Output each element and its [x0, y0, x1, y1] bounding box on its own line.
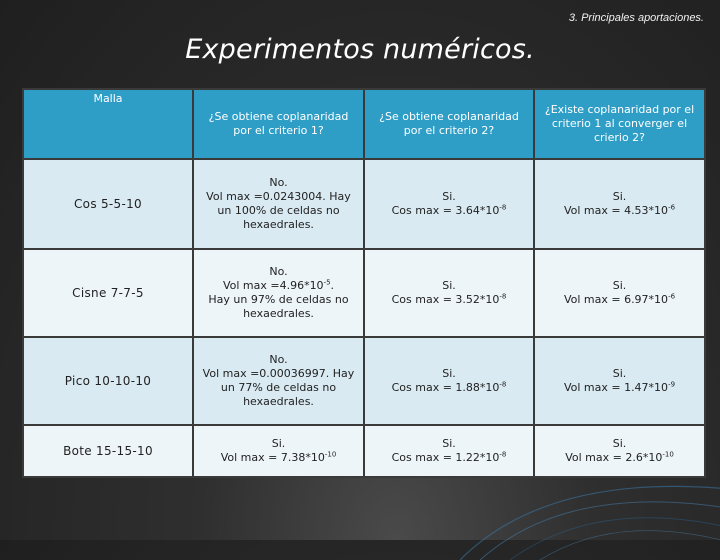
criterion-3-answer: Si. — [612, 279, 627, 292]
slide-title: Experimentos numéricos. — [185, 34, 535, 65]
criterion-3-answer: Si. — [612, 437, 627, 450]
header-malla: Malla — [23, 89, 193, 159]
table-header-row — [23, 89, 705, 159]
criterion-1-cell: No. Vol $\max =4.96*10^{-5}$. Hay un 97% de celdas no hexaedrales. — [193, 249, 364, 337]
criterion-3-answer: Si. — [612, 367, 627, 380]
criterion-1-cell — [193, 159, 364, 249]
mesh-name: Bote 15-15-10 — [23, 425, 193, 477]
header-criterion-1-after-2: ¿Existe coplanaridad por el criterio 1 al converger el crierio 2? — [534, 89, 705, 159]
criterion-2-cell — [364, 249, 534, 337]
criterion-3-value: Vol max = 2.6*10 — [565, 451, 663, 464]
criterion-2-cell — [364, 337, 534, 425]
criterion-3-exponent: -10 — [662, 450, 674, 459]
table-row — [23, 425, 705, 477]
criterion-1-value: Vol max =4.96*10 — [222, 279, 324, 292]
criterion-2-value: Cos max = 1.22*10 — [391, 451, 500, 464]
section-label: 3. Principales aportaciones. — [568, 12, 704, 24]
criterion-3-cell — [534, 425, 705, 477]
criterion-3-exponent: -6 — [668, 292, 676, 301]
criterion-2-value: Cos max = 3.64*10 — [391, 204, 500, 217]
criterion-1-cell — [193, 337, 364, 425]
table-row — [23, 337, 705, 425]
criterion-1-exponent: -10 — [324, 450, 337, 459]
criterion-1-detail: Vol max =0.0243004. Hay un 100% de celdas no hexaedrales. — [206, 190, 351, 231]
mesh-name: Cos 5-5-10 — [23, 159, 193, 249]
criterion-2-value: Cos max = 1.88*10 — [391, 381, 500, 394]
criterion-3-value: Vol max = 1.47*10 — [563, 381, 669, 394]
criterion-2-cell — [364, 425, 534, 477]
criterion-1-answer: No. — [269, 176, 288, 189]
criterion-2-cell — [364, 159, 534, 249]
results-table — [22, 88, 706, 478]
mesh-name: Pico 10-10-10 — [23, 337, 193, 425]
header-criterion-1: ¿Se obtiene coplanaridad por el criterio 1? — [193, 89, 364, 159]
criterion-3-cell — [534, 249, 705, 337]
criterion-2-exponent: -8 — [499, 292, 507, 301]
criterion-3-value: Vol max = 4.53*10 — [563, 204, 669, 217]
criterion-3-answer: Si. — [612, 190, 627, 203]
criterion-1-cell — [193, 425, 364, 477]
criterion-2-answer: Si. — [442, 367, 456, 380]
table-row — [23, 159, 705, 249]
header-criterion-2: ¿Se obtiene coplanaridad por el criterio 2? — [364, 89, 534, 159]
criterion-1-exponent: -5 — [323, 278, 331, 287]
criterion-3-value: Vol max = 6.97*10 — [563, 293, 669, 306]
criterion-2-exponent: -8 — [499, 203, 507, 212]
criterion-3-cell — [534, 159, 705, 249]
criterion-1-answer: No. — [269, 353, 288, 366]
criterion-2-answer: Si. — [442, 437, 456, 450]
criterion-1-detail: Vol max =0.00036997. Hay un 77% de celdas no hexaedrales. — [202, 367, 355, 408]
criterion-1-answer: No. — [269, 265, 288, 278]
table-row — [23, 249, 705, 337]
criterion-3-exponent: -6 — [668, 203, 676, 212]
criterion-2-exponent: -8 — [499, 450, 507, 459]
criterion-1-detail: Hay un 97% de celdas no hexaedrales. — [208, 293, 349, 320]
criterion-3-exponent: -9 — [668, 380, 676, 389]
criterion-2-answer: Si. — [442, 279, 456, 292]
criterion-2-value: Cos max = 3.52*10 — [391, 293, 500, 306]
criterion-2-exponent: -8 — [499, 380, 507, 389]
mesh-name: Cisne 7-7-5 — [23, 249, 193, 337]
criterion-1-answer: Si. — [271, 437, 286, 450]
criterion-2-answer: Si. — [442, 190, 456, 203]
criterion-3-cell — [534, 337, 705, 425]
criterion-1-value: Vol max = 7.38*10 — [220, 451, 325, 464]
